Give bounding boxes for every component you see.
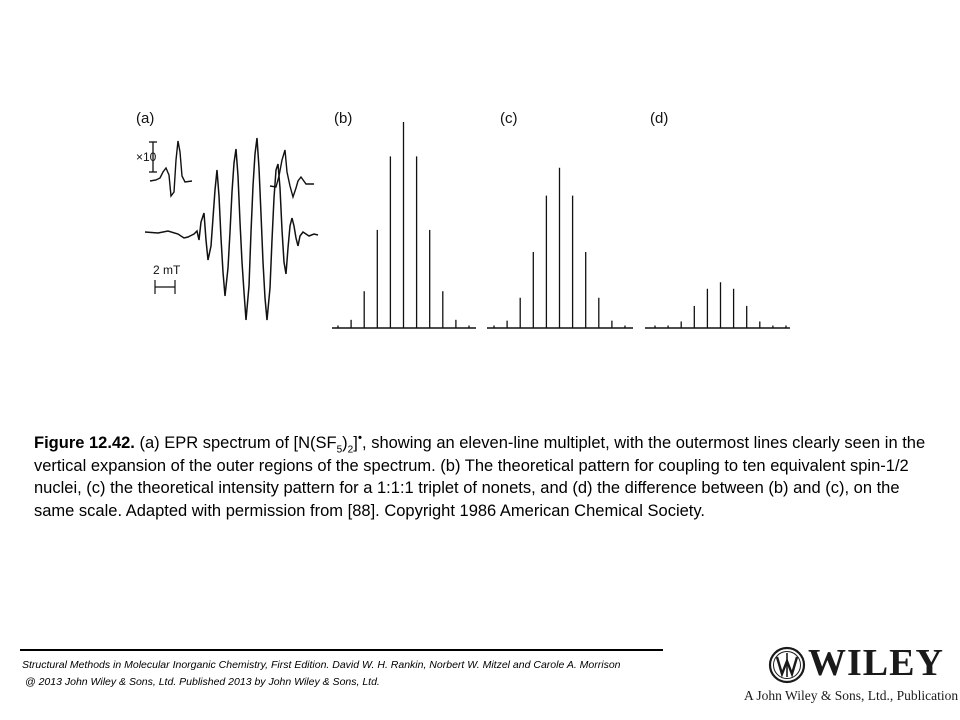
panel-d-stick-spectrum xyxy=(645,282,790,328)
panel-label-a: (a) xyxy=(136,110,155,127)
scale-bar xyxy=(153,263,181,294)
caption-subscript-2: 2 xyxy=(347,444,354,456)
epr-trace-main xyxy=(145,138,318,320)
caption-close-paren: ) xyxy=(342,434,348,452)
citation-line-2: @ 2013 John Wiley & Sons, Ltd. Published 2013 by John Wiley & Sons, Ltd. xyxy=(25,676,380,688)
caption-subscript-5: 5 xyxy=(336,444,343,456)
panel-label-d: (d) xyxy=(650,110,669,127)
panel-b-stick-spectrum xyxy=(332,122,476,328)
footer-divider xyxy=(20,649,663,651)
epr-trace-expanded-right xyxy=(270,150,314,197)
scale-label: 2 mT xyxy=(153,263,181,277)
panel-label-c: (c) xyxy=(500,110,518,127)
caption-close-bracket: ] xyxy=(353,434,358,452)
panel-label-b: (b) xyxy=(334,110,353,127)
wiley-logo-text: WILEY xyxy=(808,642,944,684)
panel-c-stick-spectrum xyxy=(487,168,633,328)
book-citation xyxy=(22,657,732,691)
caption-radical-dot: • xyxy=(357,430,363,445)
wiley-seal-icon xyxy=(768,646,806,684)
figure-caption xyxy=(34,432,934,522)
expansion-indicator xyxy=(136,142,157,172)
caption-figure-label: Figure 12.42. xyxy=(34,434,135,452)
caption-text-b: , showing an eleven-line multiplet, with the outermost lines clearly seen in the vertical expansion of the outer regions of the spectrum. (b) The theoretical pattern for coupling to ten equivalent spin-1/2 nuclei, (c) the theoretical intensity pattern for a 1:1:1 triplet of nonets, and (d) the difference between (b) and (c), on the same scale. Adapted with permission from [88]. Copyright 1986 American Chemical Society. xyxy=(34,434,926,520)
citation-line-1: Structural Methods in Molecular Inorganic Chemistry, First Edition. David W. H. Rankin, Norbert W. Mitzel and Carole A. Morrison xyxy=(22,659,621,671)
expansion-label: ×10 xyxy=(136,150,157,164)
publisher-line: A John Wiley & Sons, Ltd., Publication xyxy=(744,688,959,703)
caption-text-a: (a) EPR spectrum of [N(SF xyxy=(134,434,337,452)
